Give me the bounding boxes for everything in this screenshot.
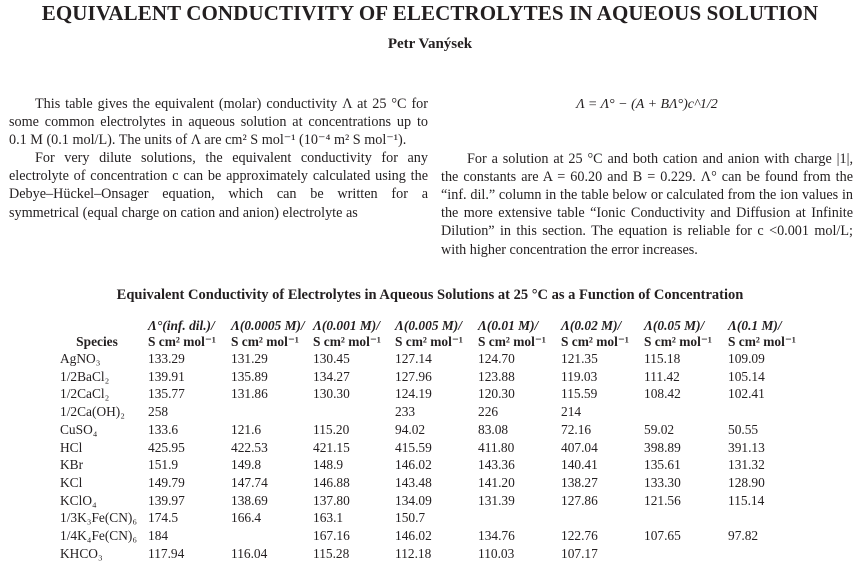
value-cell: 124.19	[395, 386, 432, 402]
table-row	[60, 350, 808, 368]
table-row	[60, 439, 808, 457]
value-cell: 174.5	[148, 510, 179, 526]
value-cell: 138.27	[561, 474, 598, 490]
value-cell: 59.02	[644, 421, 675, 437]
value-cell: 148.9	[313, 457, 344, 473]
table-row	[60, 527, 808, 545]
table-row	[60, 545, 808, 563]
value-cell: 105.14	[728, 368, 765, 384]
value-cell: 108.42	[644, 386, 681, 402]
value-cell	[313, 403, 395, 421]
value-cell: 133.29	[148, 351, 185, 366]
value-cell: 135.89	[231, 368, 268, 384]
value-cell: 134.27	[313, 368, 350, 384]
species-cell: 1/2BaCl₂	[60, 368, 110, 384]
value-cell: 411.80	[478, 439, 515, 455]
value-cell: 130.45	[313, 351, 350, 366]
value-cell: 167.16	[313, 528, 350, 544]
value-cell: 141.20	[478, 474, 515, 490]
value-cell: 147.74	[231, 474, 268, 490]
value-cell: 107.17	[561, 545, 598, 561]
column-header-0.0005M: Λ(0.0005 M)/ S cm² mol⁻¹	[231, 318, 305, 349]
value-cell: 166.4	[231, 510, 262, 526]
value-cell: 138.69	[231, 492, 268, 508]
species-cell: KHCO₃	[60, 545, 103, 561]
species-cell: 1/2Ca(OH)₂	[60, 404, 125, 420]
value-cell: 140.41	[561, 457, 598, 473]
value-cell: 134.76	[478, 528, 515, 544]
table-row	[60, 474, 808, 492]
species-cell: 1/4K₄Fe(CN)₆	[60, 528, 138, 544]
value-cell: 407.04	[561, 439, 598, 455]
value-cell: 128.90	[728, 474, 765, 490]
value-cell	[478, 509, 561, 527]
value-cell: 131.32	[728, 457, 765, 473]
value-cell: 127.86	[561, 492, 598, 508]
value-cell: 184	[148, 528, 169, 544]
value-cell: 143.36	[478, 457, 515, 473]
value-cell: 146.02	[395, 457, 432, 473]
conductivity-table	[60, 318, 808, 562]
debye-huckel-onsager-equation: Λ = Λ° − (A + BΛ°)c^1/2	[576, 97, 718, 112]
value-cell: 102.41	[728, 386, 765, 402]
value-cell: 112.18	[395, 545, 432, 561]
value-cell: 146.88	[313, 474, 350, 490]
species-cell: KBr	[60, 457, 84, 473]
value-cell: 163.1	[313, 510, 344, 526]
table-row	[60, 385, 808, 403]
value-cell: 425.95	[148, 439, 185, 455]
value-cell: 415.59	[395, 439, 432, 455]
value-cell: 131.39	[478, 492, 515, 508]
value-cell: 130.30	[313, 386, 350, 402]
value-cell: 137.80	[313, 492, 350, 508]
document-title: EQUIVALENT CONDUCTIVITY OF ELECTROLYTES IN AQUEOUS SOLUTION	[41, 1, 819, 25]
species-cell: CuSO₄	[60, 421, 98, 437]
value-cell: 115.59	[561, 386, 598, 402]
species-cell: HCl	[60, 439, 83, 455]
column-header-0.02M: Λ(0.02 M)/ S cm² mol⁻¹	[561, 318, 629, 349]
value-cell: 133.30	[644, 474, 681, 490]
column-header-0.01M: Λ(0.01 M)/ S cm² mol⁻¹	[478, 318, 546, 349]
value-cell: 127.96	[395, 368, 432, 384]
value-cell: 121.6	[231, 421, 262, 437]
column-header-0.005M: Λ(0.005 M)/ S cm² mol⁻¹	[395, 318, 463, 349]
table-caption: Equivalent Conductivity of Electrolytes in Aqueous Solutions at 25 °C as a Function of Concentration	[116, 287, 744, 303]
value-cell: 94.02	[395, 421, 426, 437]
species-cell: KClO₄	[60, 492, 97, 508]
value-cell: 139.91	[148, 368, 185, 384]
value-cell: 151.9	[148, 457, 179, 473]
document-author: Petr Vanýsek	[387, 36, 473, 52]
value-cell: 115.18	[644, 351, 681, 366]
value-cell: 110.03	[478, 545, 515, 561]
value-cell: 127.14	[395, 351, 432, 366]
value-cell: 123.88	[478, 368, 515, 384]
value-cell: 233	[395, 404, 416, 420]
intro-paragraph-1: This table gives the equivalent (molar) conductivity Λ at 25 °C for some common electrolytes in aqueous solution at concentrations up to 0.1 M (0.1 mol/L). The units of Λ are cm² S mol⁻¹ (10⁻⁴ m² S mol⁻¹).	[9, 96, 428, 149]
column-header-species: Species	[76, 334, 118, 349]
table-row	[60, 492, 808, 510]
value-cell: 150.7	[395, 510, 426, 526]
table-row	[60, 421, 808, 439]
value-cell: 146.02	[395, 528, 432, 544]
value-cell: 421.15	[313, 439, 350, 455]
value-cell: 97.82	[728, 528, 759, 544]
value-cell: 135.77	[148, 386, 185, 402]
species-cell: 1/3K₃Fe(CN)₆	[60, 510, 138, 526]
value-cell: 133.6	[148, 421, 179, 437]
species-cell: AgNO₃	[60, 351, 101, 366]
value-cell: 214	[561, 404, 582, 420]
value-cell: 117.94	[148, 545, 185, 561]
table-row	[60, 509, 808, 527]
table-row	[60, 456, 808, 474]
value-cell: 135.61	[644, 457, 681, 473]
value-cell	[728, 545, 808, 563]
value-cell: 72.16	[561, 421, 592, 437]
value-cell	[231, 527, 313, 545]
value-cell	[231, 403, 313, 421]
table-row	[60, 403, 808, 421]
value-cell: 83.08	[478, 421, 509, 437]
column-header-0.05M: Λ(0.05 M)/ S cm² mol⁻¹	[644, 318, 712, 349]
value-cell	[644, 403, 728, 421]
value-cell: 149.8	[231, 457, 262, 473]
column-header-0.1M: Λ(0.1 M)/ S cm² mol⁻¹	[728, 318, 796, 349]
value-cell: 258	[148, 404, 169, 420]
value-cell: 120.30	[478, 386, 515, 402]
value-cell: 121.35	[561, 351, 598, 366]
value-cell: 124.70	[478, 351, 515, 366]
column-header-inf-dil: Λ°(inf. dil.)/ S cm² mol⁻¹	[148, 318, 216, 349]
intro-paragraph-3: For a solution at 25 °C and both cation and anion with charge |1|, the constants are A = 60.20 and B = 0.229. Λ° can be found from the “inf. dil.” column in the table below or calculated from the ion values in the more extensive table “Ionic Conductivity and Diffusion at Infinite Dilution” in this section. The equation is reliable for c <0.001 mol/L; with higher concentration the error increases.	[441, 151, 853, 258]
value-cell: 226	[478, 404, 499, 420]
value-cell: 139.97	[148, 492, 185, 508]
table-row	[60, 368, 808, 386]
value-cell: 116.04	[231, 545, 268, 561]
value-cell: 121.56	[644, 492, 681, 508]
value-cell	[644, 509, 728, 527]
table-header-row	[60, 318, 808, 350]
value-cell	[644, 545, 728, 563]
value-cell: 149.79	[148, 474, 185, 490]
intro-paragraph-2: For very dilute solutions, the equivalent conductivity for any electrolyte of concentration c can be approximately calculated using the Debye–Hückel–Onsager equation, which can be written for a symmetrical (equal charge on cation and anion) electrolyte as	[9, 150, 428, 221]
intro-left-column	[9, 95, 428, 222]
value-cell	[728, 509, 808, 527]
value-cell: 115.28	[313, 545, 350, 561]
value-cell: 109.09	[728, 351, 765, 366]
intro-right-column	[441, 96, 853, 259]
species-cell: KCl	[60, 474, 83, 490]
value-cell: 107.65	[644, 528, 681, 544]
value-cell: 122.76	[561, 528, 598, 544]
value-cell	[728, 403, 808, 421]
value-cell: 111.42	[644, 368, 680, 384]
column-header-0.001M: Λ(0.001 M)/ S cm² mol⁻¹	[313, 318, 381, 349]
value-cell: 115.20	[313, 421, 350, 437]
value-cell: 143.48	[395, 474, 432, 490]
value-cell: 422.53	[231, 439, 268, 455]
value-cell: 134.09	[395, 492, 432, 508]
value-cell: 398.89	[644, 439, 681, 455]
value-cell: 50.55	[728, 421, 759, 437]
value-cell: 391.13	[728, 439, 765, 455]
value-cell: 131.86	[231, 386, 268, 402]
value-cell	[561, 509, 644, 527]
value-cell: 119.03	[561, 368, 598, 384]
species-cell: 1/2CaCl₂	[60, 386, 110, 402]
value-cell: 131.29	[231, 351, 268, 366]
value-cell: 115.14	[728, 492, 765, 508]
